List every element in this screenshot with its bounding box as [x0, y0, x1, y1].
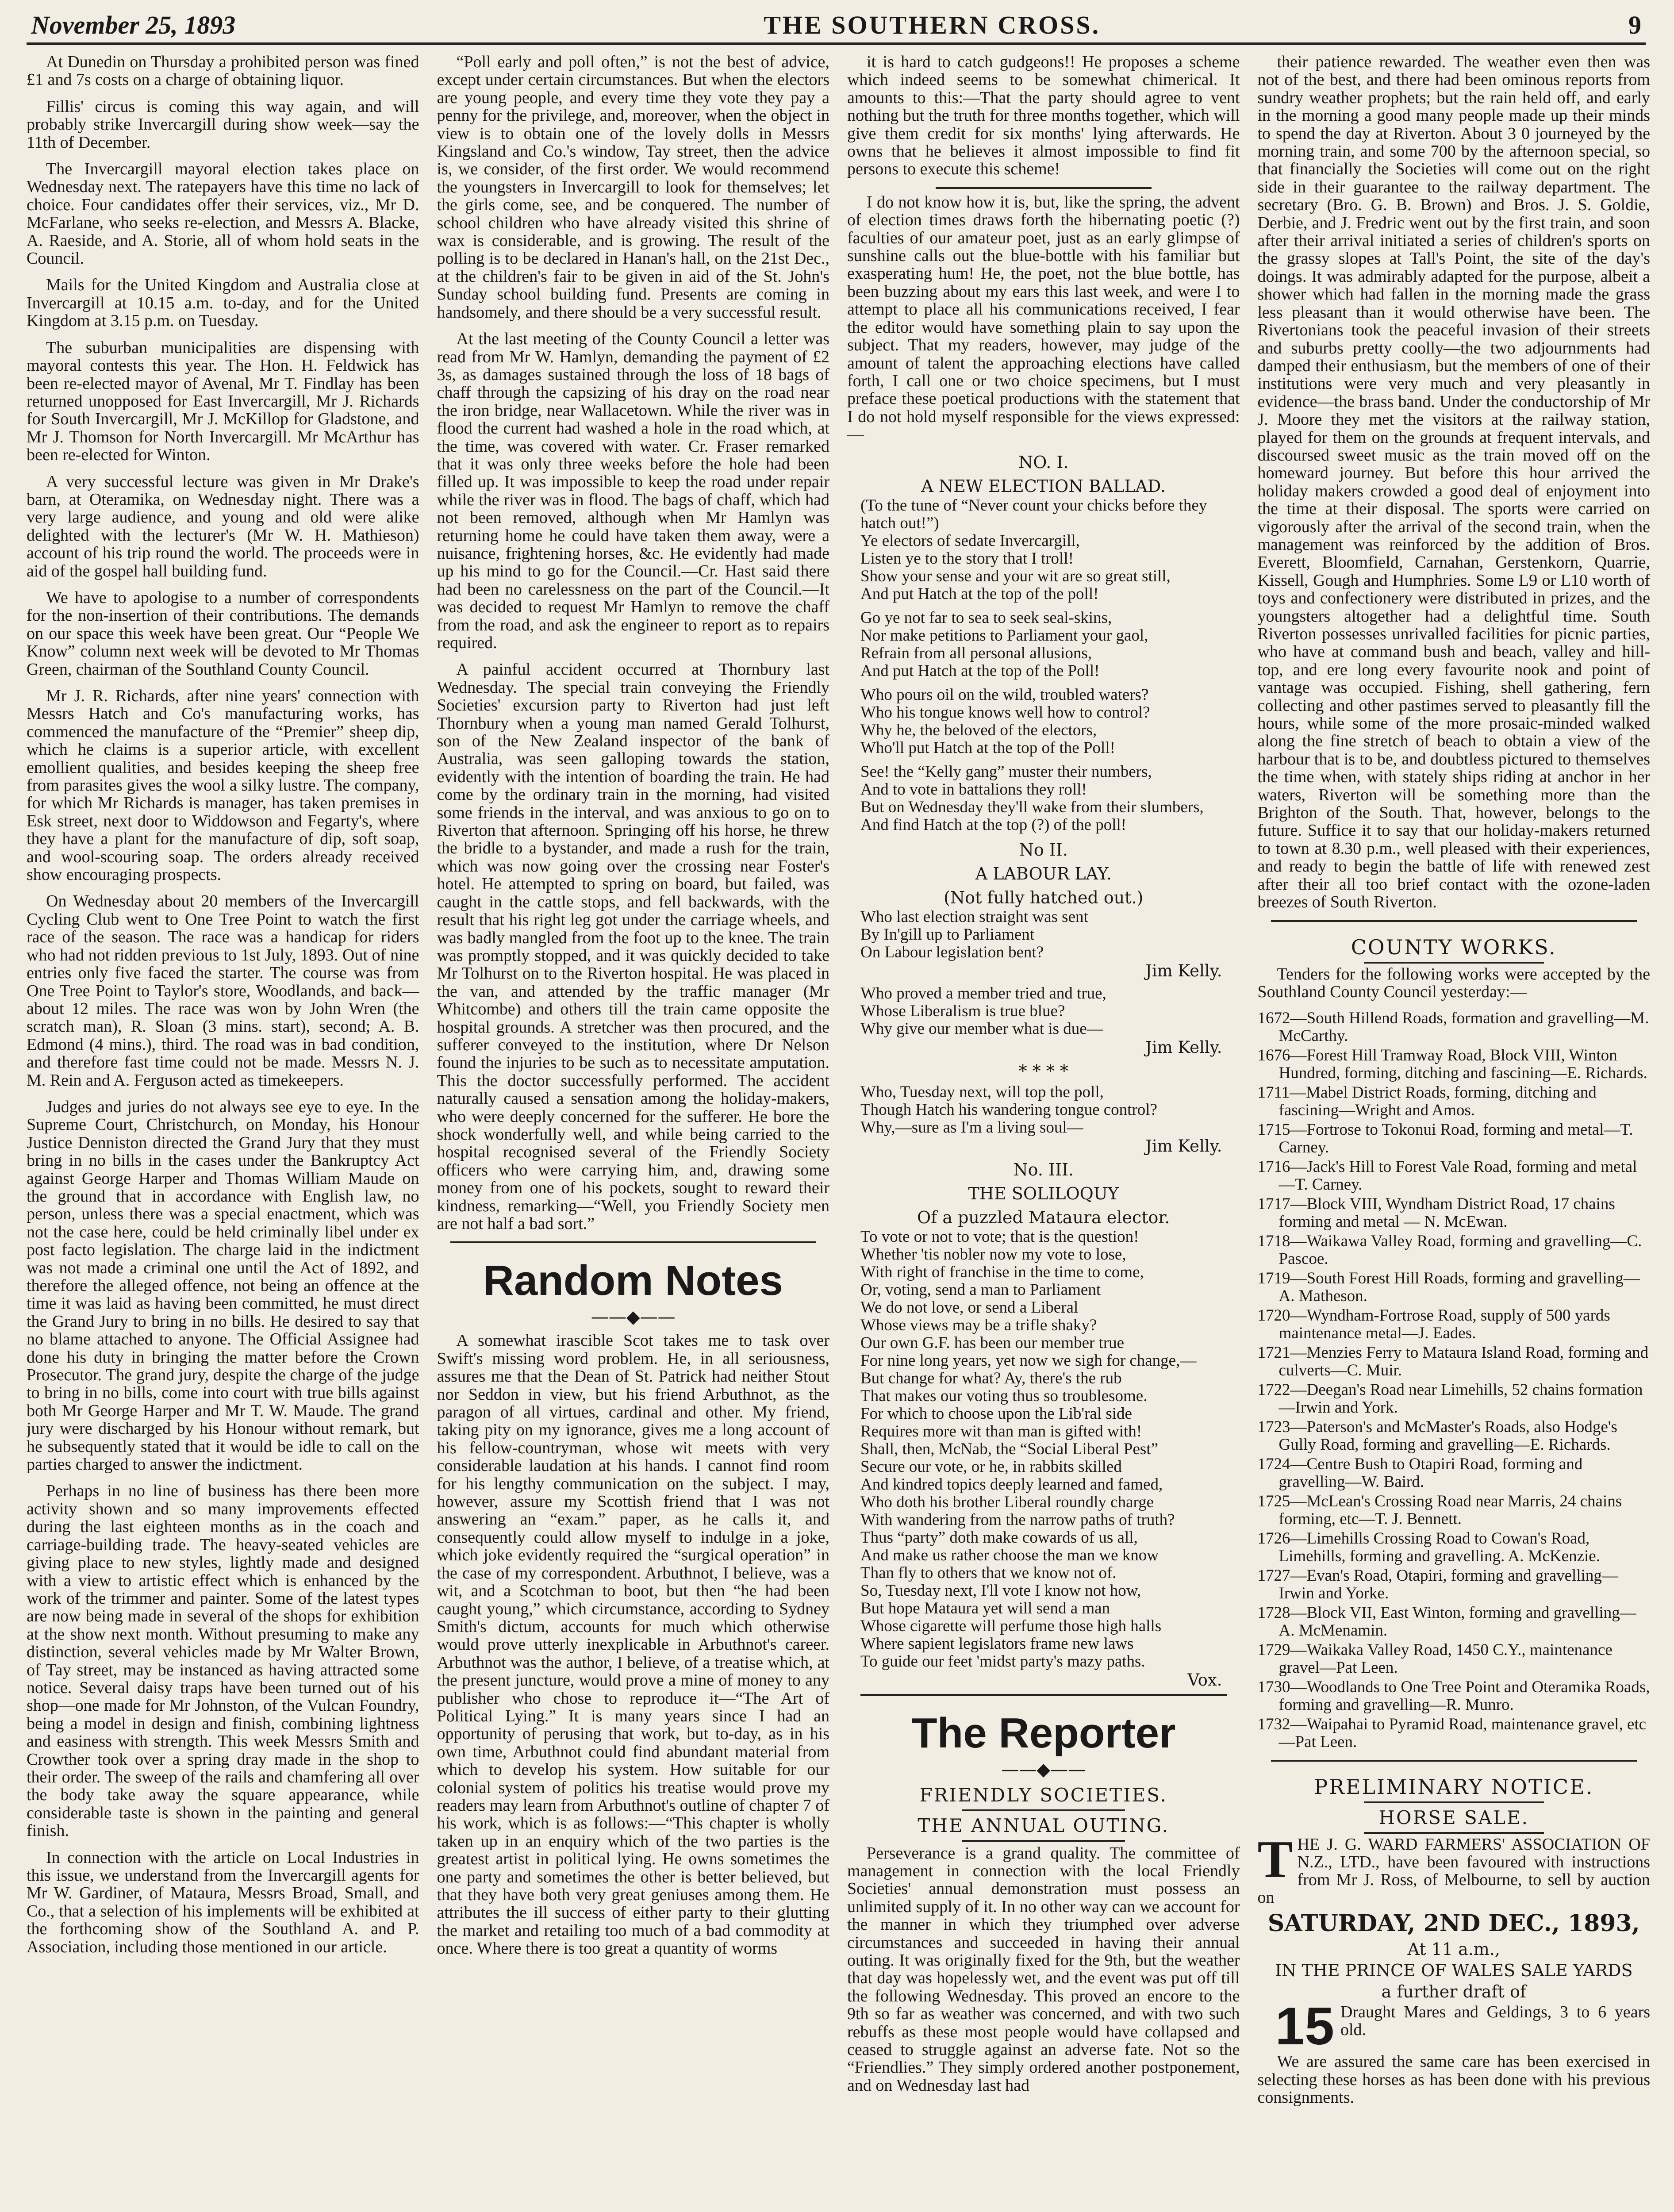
verse-line: Who, Tuesday next, will top the poll,: [860, 1083, 1104, 1101]
verse-line: Whose cigarette will perfume those high halls: [860, 1617, 1162, 1635]
short-divider: [1364, 962, 1544, 964]
verse-line: On Labour legislation bent?: [860, 943, 1044, 961]
sale-draft: a further draft of: [1381, 1982, 1526, 2002]
ballad-verses: [847, 532, 1240, 834]
horse-count: 15: [1275, 2003, 1334, 2050]
paragraph: A somewhat irascible Scot takes me to task over Swift's missing word problem. He, in all seriousness, assures me that the Dean of St. Patrick had neither Stout nor Seddon in view, but his friend Arbuthnot, as the paragon of all virtues, cardinal and other. My friend, taking pity on my ignorance, gives me a long account of his fellow-countryman, whose wit meets with very considerable laudation at his hands. I cannot find room for his lengthy communication on the subject. I may, however, assure my Scottish friend that I was not answering an “exam.” paper, as he calls it, and consequently could allow myself to indulge in a joke, which joke evidently required the “surgical operation” in the case of my correspondent. Arbuthnot, I believe, was a wit, and a Scotchman to boot, but then “he had been caught young,” which circumstance, according to Sydney Smith's dictum, accounts for much which otherwise would prove utterly inexplicable in Arbuthnot's career. Arbuthnot was the author, I believe, of a treatise which, at the present juncture, would prove a mine of money to any publisher who chose to reproduce it—“The Art of Political Lying.” It is many years since I had an opportunity of perusing that work, but to-day, as in his own time, Arbuthnot could find abundant material from which to develop his system. How suitable for our colonial system of politics his treatise would prove my readers may learn from Arbuthnot's outline of chapter 7 of his work, which is as follows:—“This chapter is wholly taken up in an enquiry which of the two parties is the greatest artist in political lying. He owns sometimes the one party and sometimes the other is better believed, but that they have both very great geniuses among them. He attributes the ill success of either party to their glutting the market and retailing too much of a bad commodity at once. Where there is too great a quantity of worms: [437, 1331, 829, 1958]
paragraph: “Poll early and poll often,” is not the best of advice, except under certain circumstances. But when the electors are young people, and every time they vote they pay a penny for the privilege, and, moreover, when the object in view is to obtain one of the lovely dolls in Messrs Kingsland and Co.'s window, Tay street, then the advice is, we consider, of the first order. We would recommend the youngsters in Invercargill to look for themselves; let the girls come, see, and be conquered. The number of school children who have already visited this shrine of wax is considerable, and is growing. The result of the polling is to be declared in Hanan's hall, on the 21st Dec., at the children's fair to be given in aid of the St. John's Sunday school building fund. Presents are coming in handsomely, and there should be a very successful result.: [437, 53, 829, 322]
verse-line: We do not love, or send a Liberal: [860, 1298, 1079, 1317]
verse-line: And put Hatch at the top of the poll!: [860, 584, 1099, 603]
verse-line: Nor make petitions to Parliament your gaol,: [860, 626, 1148, 645]
verse-line: To guide our feet 'midst party's mazy paths.: [860, 1652, 1145, 1671]
paragraph: A painful accident occurred at Thornbury last Wednesday. The special train conveying the Friendly Societies' excursion party to Riverton had just left Thornbury when a young man named Gerald Tolhurst, son of the New Zealand inspector of the bank of Australia, was seen galloping towards the station, evidently with the intention of boarding the train. He had come by the ordinary train in the morning, had visited some friends in the interval, and was anxious to go on to Riverton that afternoon. Springing off his horse, he threw the bridle to a bystander, and made a rush for the train, which was now going over the crossing near Foster's hotel. He attempted to spring on board, but failed, was caught in the cattle stops, and fell backwards, with the result that his right leg got under the carriage wheels, and was badly mangled from the foot up to the knee. The train was promptly stopped, and it was quickly decided to take Mr Tolhurst on to the Riverton hospital. He was placed in the van, and attended by the traffic manager (Mr Whitcombe) and others till the train came opposite the hospital grounds. A stretcher was then procured, and the sufferer conveyed to the institution, where Dr Nelson found the injuries to be such as to necessitate amputation. This the doctor successfully performed. The accident naturally caused a sensation among the holiday-makers, who were deeply concerned for the sufferer. He bore the shock wonderfully well, and while being carried to the hospital recognised several of the Friendly Society officers who were carrying him, and, drawing some money from one of his pockets, sought to reward their kindness, remarking—“Well, you Friendly Society men are not half a bad sort.”: [437, 660, 829, 1233]
verse-line: Who doth his brother Liberal roundly charge: [860, 1493, 1154, 1511]
paragraph: The Invercargill mayoral election takes place on Wednesday next. The ratepayers have this time no lack of choice. Four candidates offer their services, viz., Mr D. McFarlane, who seeks re-election, and Messrs A. Blacke, A. Raeside, and A. Storie, all of whom hold seats in the Council.: [27, 160, 419, 268]
verse-line: By In'gill up to Parliament: [860, 925, 1035, 944]
notice-body: [1257, 1830, 1651, 1907]
drop-cap: T: [1257, 1830, 1293, 1889]
tender-item: 1720—Wyndham-Fortrose Road, supply of 500 yards maintenance metal—J. Eades.: [1257, 1306, 1610, 1343]
verse-line: Whose Liberalism is true blue?: [860, 1002, 1065, 1020]
verse-line: Go ye not far to sea to seek seal-skins,: [860, 608, 1112, 627]
short-divider: [1364, 1801, 1544, 1803]
county-works-heading: COUNTY WORKS.: [1351, 935, 1557, 959]
paragraph: In connection with the article on Local Industries in this issue, we understand from the Invercargill agents for Mr W. Gardiner, of Mataura, Messrs Broad, Small, and Co., that a selection of his implements will be exhibited at the forthcoming show of the Southland A. and P. Association, including those mentioned in our article.: [27, 1848, 419, 1956]
paragraph: Perhaps in no line of business has there been more activity shown and so many improvements effected during the last eighteen months as in the coach and carriage-building trade. The heavy-seated vehicles are giving place to new styles, lightly made and designed with a view to artistic effect which is enhanced by the work of the trimmer and painter. Some of the latest types are now being made in several of the shops for exhibition at the show next month. Without presuming to make any distinction, several vehicles made by Mr Walter Brown, of Tay street, may be instanced as having attracted some notice. Several daisy traps have been turned out of his shop—one made for Mr Johnston, of the Vulcan Foundry, being a model in design and finish, combining lightness and easiness with strength. This week Messrs Smith and Crowther took over a spring dray made in the shop to their order. The sweep of the rails and chamfering all over the body take away the square appearance, while considerable taste is shown in the painting and general finish.: [27, 1482, 419, 1840]
column-4: [1258, 53, 1651, 2212]
notice-subheading: HORSE SALE.: [1378, 1807, 1529, 1829]
tender-item: 1721—Menzies Ferry to Mataura Island Road, forming and culverts—C. Muir.: [1257, 1344, 1649, 1380]
ballad-title: A LABOUR LAY.: [975, 864, 1112, 883]
verse-line: Who proved a member tried and true,: [860, 984, 1106, 1002]
sale-time: At 11 a.m.,: [1407, 1939, 1500, 1959]
ballad-title: THE SOLILOQUY: [968, 1183, 1119, 1203]
issue-date: November 25, 1893: [31, 11, 236, 39]
ballad-number: No. III.: [1013, 1160, 1074, 1179]
tender-item: 1716—Jack's Hill to Forest Vale Road, forming and metal—T. Carney.: [1257, 1158, 1637, 1194]
columns: [27, 53, 1650, 2212]
short-divider: [962, 1840, 1125, 1842]
column-2: [437, 53, 830, 2212]
tender-item: 1730—Woodlands to One Tree Point and Oteramika Roads, forming and gravelling—R. Munro.: [1257, 1678, 1650, 1714]
horse-description: Draught Mares and Geldings, 3 to 6 years old.: [1340, 2003, 1650, 2039]
random-notes-heading: Random Notes: [483, 1257, 783, 1305]
verse-line: Whether 'tis nobler now my vote to lose,: [860, 1245, 1126, 1263]
verse-line: Requires more wit than man is gifted with!: [860, 1422, 1142, 1440]
verse-line: With wandering from the narrow paths of truth?: [860, 1510, 1175, 1529]
section-divider: [1271, 1760, 1637, 1762]
paragraph: At the last meeting of the County Council a letter was read from Mr W. Hamlyn, demanding the payment of £2 3s, as damages sustained through the loss of 18 bags of chaff through the capsizing of his dray on the road near the iron bridge, near Wallacetown. While the river was in flood the current had washed a hole in the road which, at the time, was covered with water. Cr. Fraser remarked that it was only three weeks before the hole had been filled up. It was impossible to keep the road under repair while the river was in flood. The bags of chaff, which had not been removed, although when Mr Hamlyn was returning home he could have taken them away, were a nuisance, frightening horses, &c. He evidently had made up his mind to go for the Council.—Cr. Hast said there had been no carelessness on the part of the Council.—It was decided to request Mr Hamlyn to remove the chaff from the road, and ask the engineer to report as to repairs required.: [437, 330, 829, 652]
verse-line: Who pours oil on the wild, troubled waters?: [860, 685, 1149, 704]
signature: Jim Kelly.: [1145, 1037, 1222, 1057]
tender-item: 1723—Paterson's and McMaster's Roads, also Hodge's Gully Road, forming and gravelling—E. Richards.: [1257, 1418, 1617, 1454]
verse-line: Secure our vote, or he, in rabbits skilled: [860, 1457, 1122, 1476]
verse-line: And to vote in battalions they roll!: [860, 780, 1087, 799]
ornament-rule: ——◆——: [1001, 1759, 1086, 1780]
asterism: * * * *: [1018, 1061, 1068, 1081]
tender-item: 1727—Evan's Road, Otapiri, forming and gravelling—Irwin and Yorke.: [1257, 1567, 1618, 1603]
paragraph: At Dunedin on Thursday a prohibited person was fined £1 and 7s costs on a charge of obtaining liquor.: [27, 53, 419, 89]
section-divider: [450, 1241, 817, 1243]
column-1: [27, 53, 419, 2212]
newspaper-title: THE SOUTHERN CROSS.: [764, 11, 1101, 39]
verse-line: See! the “Kelly gang” muster their numbers,: [860, 762, 1152, 781]
verse-line: Who'll put Hatch at the top of the Poll!: [860, 738, 1115, 757]
verse-line: With right of franchise in the time to come,: [860, 1263, 1144, 1281]
verse-line: Why he, the beloved of the electors,: [860, 721, 1097, 739]
verse-line: Though Hatch his wandering tongue control?: [860, 1100, 1157, 1119]
verse-line: That makes our voting thus so troublesome.: [860, 1386, 1148, 1405]
tender-item: 1715—Fortrose to Tokonui Road, forming and metal—T. Carney.: [1257, 1121, 1633, 1157]
paragraph: Tenders for the following works were accepted by the Southland County Council yesterday:—: [1257, 964, 1650, 1001]
signature: Jim Kelly.: [1145, 1136, 1222, 1156]
paragraph: A very successful lecture was given in Mr Drake's barn, at Oteramika, on Wednesday night. There was a very large audience, and young and old were alike delighted with the lecturer's (Mr W. H. Mathieson) account of his trip round the world. The proceeds were in aid of the gospel hall building fund.: [27, 472, 419, 580]
tender-item: 1732—Waipahai to Pyramid Road, maintenance gravel, etc—Pat Leen.: [1257, 1715, 1647, 1751]
paragraph: Fillis' circus is coming this way again, and will probably strike Invercargill during show week—say the 11th of December.: [27, 97, 419, 152]
verse-line: So, Tuesday next, I'll vote I know not how,: [860, 1581, 1141, 1600]
verse-line: But hope Mataura yet will send a man: [860, 1599, 1110, 1617]
subheading: FRIENDLY SOCIETIES.: [919, 1784, 1167, 1806]
section-divider: [860, 1694, 1227, 1696]
verse-line: Why give our member what is due—: [860, 1019, 1103, 1038]
short-divider: [936, 187, 1152, 189]
verse-line: But change for what? Ay, there's the rub: [860, 1369, 1122, 1387]
subheading: THE ANNUAL OUTING.: [918, 1814, 1170, 1836]
tender-list: [1258, 1010, 1651, 1751]
verse-line: To vote or not to vote; that is the question!: [860, 1227, 1139, 1246]
tender-item: 1711—Mabel District Roads, forming, ditching and fascining—Wright and Amos.: [1257, 1083, 1597, 1120]
tender-item: 1725—McLean's Crossing Road near Marris, 24 chains forming, etc—T. J. Bennett.: [1257, 1492, 1622, 1528]
tender-item: 1676—Forest Hill Tramway Road, Block VIII, Winton Hundred, forming, ditching and fascining—E. Richards.: [1257, 1046, 1647, 1083]
column-3: [847, 53, 1240, 2212]
verse-line: Show your sense and your wit are so great still,: [860, 567, 1171, 585]
tender-item: 1722—Deegan's Road near Limehills, 52 chains formation—Irwin and York.: [1257, 1381, 1643, 1417]
paragraph: it is hard to catch gudgeons!! He proposes a scheme which indeed seems to be somewhat chimerical. It amounts to this:—That the party should agree to vent nothing but the truth for three months together, which will give them credit for six months' lying afterwards. He owns that he believes it almost impossible to find fit persons to execute this scheme!: [847, 53, 1240, 179]
sale-date: SATURDAY, 2ND DEC., 1893,: [1267, 1910, 1640, 1937]
sale-place: IN THE PRINCE OF WALES SALE YARDS: [1275, 1961, 1633, 1981]
verse-line: Who last election straight was sent: [860, 907, 1088, 926]
section-divider: [1271, 920, 1637, 922]
paragraph: On Wednesday about 20 members of the Invercargill Cycling Club went to One Tree Point to watch the first race of the season. The race was a handicap for riders who had not ridden previous to 1st July, 1893. Out of nine entries only five faced the starter. The course was from One Tree Point to Taylor's store, Woodlands, and back—about 12 miles. The race was won by John Wren (the scratch man), R. Sloan (3 mins. start), second; A. B. Edmond (4 mins.), third. The road was in bad condition, and therefore fast time could not be made. Messrs N. J. M. Rein and A. Ferguson acted as timekeepers.: [27, 892, 419, 1090]
paragraph: I do not know how it is, but, like the spring, the advent of election times draws forth the hibernating poetic (?) faculties of our amateur poet, just as an early glimpse of sunshine calls out the blue-bottle with his familiar but exasperating hum! He, the poet, not the blue bottle, has been buzzing about my ears this last week, and were I to attempt to place all his communications received, I fear the editor would have something plain to say upon the subject. That my readers, however, may judge of the amount of talent the approaching elections have called forth, I call one or two choice specimens, but I must preface these poetical productions with the statement that I do not hold myself responsible for the views expressed:—: [847, 192, 1240, 444]
short-divider: [1364, 1832, 1544, 1834]
verse-line: Ye electors of sedate Invercargill,: [860, 531, 1080, 550]
verse-line: But on Wednesday they'll wake from their slumbers,: [860, 798, 1204, 816]
tender-item: 1672—South Hillend Roads, formation and gravelling—M. McCarthy.: [1257, 1009, 1649, 1045]
verse-line: Whose views may be a trifle shaky?: [860, 1316, 1097, 1334]
tender-item: 1726—Limehills Crossing Road to Cowan's Road, Limehills, forming and gravelling. A. McKenzie.: [1257, 1529, 1600, 1566]
soliloquy-verses: [847, 1228, 1240, 1671]
verse-line: Or, voting, send a man to Parliament: [860, 1280, 1101, 1299]
verse-line: Shall, then, McNab, the “Social Liberal Pest”: [860, 1440, 1159, 1458]
tender-item: 1717—Block VIII, Wyndham District Road, 17 chains forming and metal — N. McEwan.: [1257, 1195, 1615, 1231]
verse-line: Where sapient legislators frame new laws: [860, 1634, 1134, 1653]
tender-item: 1718—Waikawa Valley Road, forming and gravelling—C. Pascoe.: [1257, 1232, 1642, 1268]
ornament-rule: ——◆——: [591, 1307, 676, 1328]
ballad-number: No II.: [1019, 840, 1068, 860]
ballad-subtitle: Of a puzzled Mataura elector.: [917, 1207, 1170, 1227]
signature: Vox.: [1187, 1670, 1222, 1690]
ballad-subtitle: (Not fully hatched out.): [944, 887, 1144, 907]
tender-item: 1724—Centre Bush to Otapiri Road, forming and gravelling—W. Baird.: [1257, 1455, 1583, 1491]
paragraph: The suburban municipalities are dispensing with mayoral contests this year. The Hon. H. Feldwick has been re-elected mayor of Avenal, Mr T. Findlay has been returned unopposed for East Invercargill, Mr J. Richards for South Invercargill, Mr J. McKillop for Gladstone, and Mr J. Thomson for North Invercargill. Mr McArthur has been re-elected for Winton.: [27, 338, 419, 465]
verse-line: Who his tongue knows well how to control?: [860, 703, 1150, 722]
paragraph: Mails for the United Kingdom and Australia close at Invercargill at 10.15 a.m. to-day, and for the United Kingdom at 3.15 p.m. on Tuesday.: [27, 276, 419, 330]
verse-line: For nine long years, yet now we sigh for change,—: [860, 1351, 1197, 1370]
reporter-heading: The Reporter: [911, 1709, 1176, 1757]
verse-line: And make us rather choose the man we know: [860, 1546, 1159, 1564]
ballad-tune: (To the tune of “Never count your chicks before they hatch out!”): [860, 496, 1207, 532]
paragraph: We have to apologise to a number of correspondents for the non-insertion of their contributions. The demands on our space this week have been great. Our “People We Know” column next week will be devoted to Mr Thomas Green, chairman of the Southland County Council.: [27, 588, 419, 679]
masthead: [31, 9, 1641, 40]
verse-line: Thus “party” doth make cowards of us all,: [860, 1528, 1138, 1547]
verse-line: Than fly to others that we know not of.: [860, 1563, 1117, 1582]
notice-text: HE J. G. WARD FARMERS' ASSOCIATION OF N.Z., LTD., have been favoured with instructions from Mr J. Ross, of Melbourne, to sell by auction on: [1257, 1835, 1650, 1907]
notice-heading: PRELIMINARY NOTICE.: [1314, 1775, 1594, 1799]
tender-item: 1719—South Forest Hill Roads, forming and gravelling—A. Matheson.: [1257, 1269, 1640, 1306]
horse-count-line: [1258, 2003, 1651, 2049]
signature: Jim Kelly.: [1145, 961, 1222, 980]
tender-item: 1729—Waikaka Valley Road, 1450 C.Y., maintenance gravel—Pat Leen.: [1257, 1641, 1613, 1677]
ballad-number: NO. I.: [1018, 452, 1069, 472]
masthead-rule: [27, 42, 1646, 45]
verse-line: Refrain from all personal allusions,: [860, 644, 1092, 662]
verse-line: Our own G.F. has been our member true: [860, 1333, 1125, 1352]
verse-line: For which to choose upon the Lib'ral side: [860, 1404, 1132, 1423]
paragraph: Perseverance is a grand quality. The committee of management in connection with the local Friendly Societies' annual demonstration must possess an unlimited supply of it. In no other way can we account for the manner in which they triumphed over adverse circumstances and succeeded in having their annual outing. It was originally fixed for the 9th, but the weather that day was hopelessly wet, and the event was put off till the following Wednesday. This proved an encore to the 9th so far as weather was concerned, and with two such rebuffs as these most people would have collapsed and ceased to struggle against an adverse fate. Not so the “Friendlies.” They simply ordered another postponement, and on Wednesday last had: [847, 1843, 1240, 2095]
paragraph: We are assured the same care has been exercised in selecting these horses as has been done with his previous consignments.: [1257, 2052, 1650, 2107]
verse-line: And put Hatch at the top of the Poll!: [860, 661, 1100, 680]
verse-line: Why,—sure as I'm a living soul—: [860, 1118, 1083, 1137]
verse-line: And kindred topics deeply learned and famed,: [860, 1475, 1163, 1494]
short-divider: [962, 1809, 1125, 1811]
paragraph: their patience rewarded. The weather even then was not of the best, and there had been ominous reports from sundry weather prophets; but the rain held off, and early in the morning a good many people made up their minds to spend the day at Riverton. About 3 0 journeyed by the morning train, and some 700 by the afternoon special, so that financially the Societies will come out on the right side in their guarantee to the railway department. The secretary (Bro. G. B. Brown) and Bros. J. S. Goldie, Derbie, and J. Fredric went out by the first train, and soon after their arrival initiated a series of children's sports on the grassy slopes at Tall's Point, the site of the day's doings. It was admirably adapted for the purpose, albeit a shower which had fallen in the morning made the grass less pleasant than it would otherwise have been. The Rivertonians took the peaceful invasion of their streets and suburbs pretty coolly—the two adjournments had damped their enthusiasm, but the members of one of their institutions were very much and very pleasantly in evidence—the brass band. Under the conductorship of Mr J. Moore they met the visitors at the railway station, played for them on the grounds at frequent intervals, and discoursed sweet music as the train moved off on the homeward journey. But before this hour arrived the holiday makers crowded a good deal of enjoyment into the time at their disposal. The sports were carried on vigorously after the arrival of the second train, when the management was reinforced by the addition of Bros. Everett, Bloomfield, Carnahan, Gerstenkorn, Quarrie, Kissell, Gough and Humphries. Some L9 or L10 worth of toys and confectionery were distributed in prizes, and the youngsters altogether had a delightful time. South Riverton possesses unrivalled facilities for picnic parties, who have at command bush and beach, valley and hill-top, and ere long every favourite nook and point of vantage was occupied. Fishing, shell gathering, fern collecting and other pastimes served to pleasantly fill the hours, while some of the more prosaic-minded walked along the fine stretch of beach to obtain a view of the harbour that is to be, and doubtless pictured to themselves the time when, with stately ships riding at anchor in her waters, Riverton will be something more than the Brighton of the South. That, however, belongs to the future. Suffice it to say that our holiday-makers returned to town at 8.30 p.m., well pleased with their experiences, and ready to begin the battle of life with renewed zest after their all too brief contact with the ozone-laden breezes of South Riverton.: [1257, 53, 1650, 912]
verse-line: And find Hatch at the top (?) of the poll!: [860, 815, 1127, 834]
ballad-title: A NEW ELECTION BALLAD.: [921, 476, 1166, 496]
page-number: 9: [1628, 11, 1641, 39]
verse-line: Listen ye to the story that I troll!: [860, 549, 1074, 568]
tender-item: 1728—Block VII, East Winton, forming and gravelling—A. McMenamin.: [1257, 1604, 1636, 1640]
paragraph: Mr J. R. Richards, after nine years' connection with Messrs Hatch and Co's manufacturing works, has commenced the manufacture of the “Premier” sheep dip, which he claims is a superior article, with excellent emollient qualities, and besides keeping the sheep free from parasites gives the wool a silky lustre. The company, for which Mr Richards is manager, has taken premises in Esk street, next door to Widdowson and Fegarty's, where they have a plant for the manufacture of dip, soft soap, and wool-scouring soap. The orders already received show encouraging prospects.: [27, 687, 419, 884]
paragraph: Judges and juries do not always see eye to eye. In the Supreme Court, Christchurch, on Monday, his Honour Justice Denniston directed the Grand Jury that they must bring in no bills in the cases under the Bankruptcy Act against George Harper and Thomas William Maude on the ground that in accordance with English law, no person, unless there was a special enactment, which was not the case here, could be held criminally libel under ex post facto legislation. The charge laid in the indictment was not made a criminal one until the Act of 1892, and therefore the alleged offence, not being an offence at the time it was laid as having been committed, he must direct the Grand Jury to bring in no bills. He desired to say that no blame attached to anyone. The Official Assignee had done his duty in bringing the matter before the Crown Prosecutor. The grand jury, despite the charge of the judge to bring in no bills, come into court with true bills against both Mr George Harper and Mr T. W. Maude. The grand jury were discharged by his Honour without remark, but he subsequently stated that it would be idle to call on the parties charged to answer the indictment.: [27, 1097, 419, 1474]
